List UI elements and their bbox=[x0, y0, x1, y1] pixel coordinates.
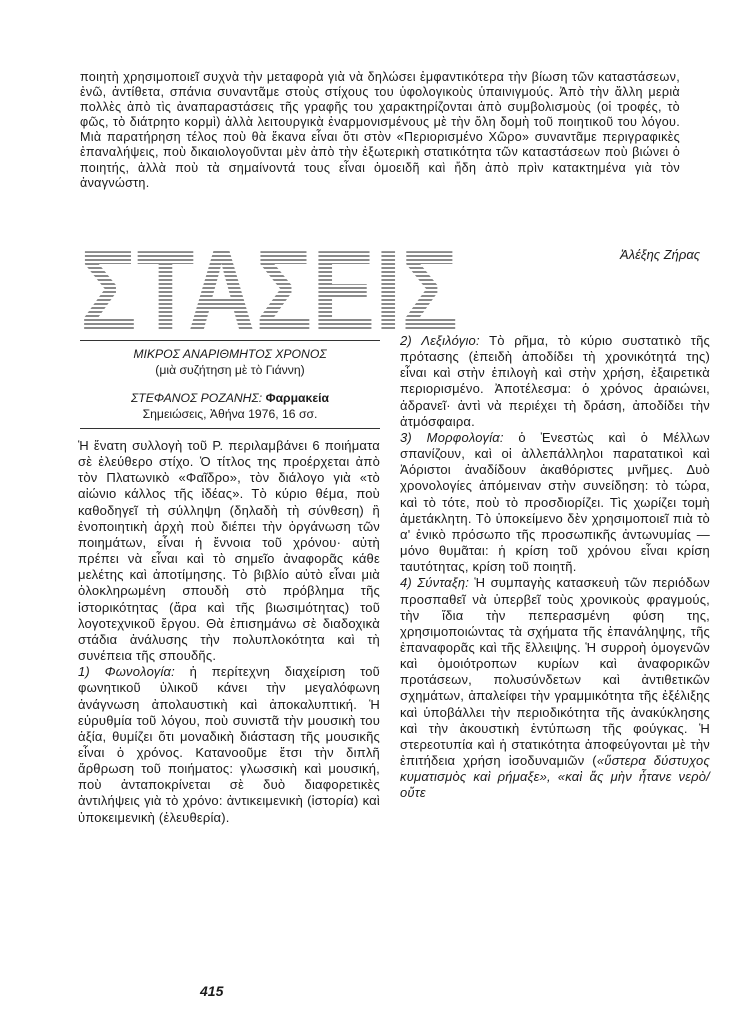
syntax-text: Ἡ συμπαγὴς κατασκευὴ τῶν περιόδων προσπαθεῖ νὰ ὑπερβεῖ τοὺς χρονικοὺς φραγμούς, τὴν ἴδια τὴν πεπερασμένη φύση της, χρησιμοποιώντας τὰ σχήματα τῆς ἐπανάληψης, τῆς ἐπαναφορᾶς καὶ τῆς ἔλλειψης. Ἡ συρροὴ ὁμογενῶν καὶ ὁμοιότροπων κυρίων καὶ ἀναφορικῶν προτάσεων, πολυσύνδετων καὶ ἀντιθετικῶν σχημάτων, ἀπαλείφει τὴν γραμμικότητα τῆς ἐξέλιξης καὶ ὑποβάλλει τὴν περιοδικότητα τῆς ἀνακύκλησης καὶ τὴν ἀκουστικὴ ἐντύπωση τῆς φούγκας. Ἡ στερεοτυπία καὶ ἡ στατικότητα ἀποφεύγονται μὲ τὴν ἐπιτήδεια χρήση ἰσοδυναμιῶν ( bbox=[400, 575, 710, 769]
left-paragraph-2 bbox=[78, 664, 380, 826]
book-title: Φαρμακεία bbox=[265, 391, 330, 405]
review-subtitle: (μιὰ συζήτηση μὲ τὸ Γιάννη) bbox=[155, 363, 305, 377]
page-number: 415 bbox=[200, 983, 224, 999]
morphology-label: 3) Μορφολογία: bbox=[400, 429, 504, 445]
syntax-label: 4) Σύνταξη: bbox=[400, 575, 470, 591]
left-paragraph-1: Ἡ ἔνατη συλλογὴ τοῦ Ρ. περιλαμβάνει 6 ποιήματα σὲ ἐλεύθερο στίχο. Ὁ τίτλος της προέρχεται ἀπὸ τὸν Πλατωνικὸ «Φαῖδρο», τὸν διάλογο γιὰ «τὸ αἰώνιο κάλλος τῆς ἰδέας». Τὸ κύριο θέμα, ποὺ καθοδηγεῖ τὴ σύλληψη (δηλαδὴ τὴ σύνθεση) ἢ ἐνοποιητικὴ ἀρχὴ ποὺ διέπει τὴν ὀργάνωση τῶν ποιημάτων, εἶναι ἡ ἔννοια τοῦ χρόνου· αὐτὴ πρέπει νὰ εἶναι καὶ τὸ σημεῖο ἀναφορᾶς κάθε μελέτης καὶ ἀποτίμησης. Τὸ βιβλίο αὐτὸ εἶναι μιὰ ὁλοκληρωμένη σπουδὴ στὸ πρόβλημα τῆς ἱστορικότητας (ἄρα καὶ τῆς βιωσιμότητας) τοῦ λογοτεχνικοῦ ἔργου. Θὰ ἐπισημάνω σὲ διαδοχικὰ στάδια ἀνάλυσης τὴν πολυπλοκότητα καὶ τὴ συνέπεια τῆς σπουδῆς. bbox=[78, 438, 380, 664]
syntax-quote: «ὕστερα δύστυχος κυματισμὸς καὶ ρήμαξε», «καὶ ἄς μὴν ἦτανε νερὸ/οὔτε bbox=[400, 753, 710, 801]
morphology-text: ὁ Ἐνεστὼς καὶ ὁ Μέλλων σπανίζουν, καὶ οἱ ἀλλεπάλληλοι παρατατικοὶ καὶ Ἀόριστοι ἀναδίδουν ἀκαθόριστες μνῆμες. Δυὸ χρονολογίες ἀπόμειναν στὴν συνείδηση: τὸ τώρα, καὶ τὸ τότε, ποὺ τὸ προσδιορίζει. Τὶς χωρίζει τομὴ ἀμετάκλητη. Τὸ ὑποκείμενο δὲν χρησιμοποιεῖ πιὰ τὸ α' ἑνικὸ πρόσωπο τῆς προσωπικῆς ἀντωνυμίας —μόνο θυμᾶται: ἡ κρίση τοῦ χρόνου εἶναι κρίση ταυτότητας, κρίση τοῦ ποιητῆ. bbox=[400, 429, 710, 575]
section-title bbox=[80, 243, 460, 338]
review-bottom-rule bbox=[80, 428, 380, 429]
right-paragraph-2 bbox=[400, 430, 710, 575]
left-column bbox=[78, 438, 380, 826]
vocabulary-text: Τὸ ρῆμα, τὸ κύριο συστατικὸ τῆς πρότασης (ἐπειδὴ ἀποδίδει τὴ χρονικότητά της) εἶναι καὶ στὴν ἐπιλογὴ καὶ στὴν χρήση, ἐξαιρετικὰ περιορισμένο. Ἀποτέλεσμα: ὁ χρόνος ἀραιώνει, ἀδρανεῖ· ἀντὶ νὰ περιέχει τὴ δράση, ἀποδίδει τὴν ἀτμόσφαιρα. bbox=[400, 333, 710, 429]
review-book-line bbox=[80, 390, 380, 406]
review-header bbox=[80, 340, 380, 429]
right-paragraph-1 bbox=[400, 333, 710, 430]
phonology-label: 1) Φωνολογία: bbox=[78, 664, 175, 680]
book-author: ΣΤΕΦΑΝΟΣ ΡΟΖΑΝΗΣ: bbox=[130, 391, 263, 405]
section-title-graphic bbox=[80, 243, 460, 338]
section-title-text: ΣΤΑΣΕΙΣ bbox=[80, 243, 458, 338]
intro-paragraph: ποιητὴ χρησιμοποιεῖ συχνὰ τὴν μεταφορὰ γιὰ νὰ δηλώσει ἐμφαντικότερα τὴν βίωση τῶν καταστάσεων, ἐνῶ, ἀντίθετα, σπάνια συναντᾶμε στοὺς στίχους του ὑφολογικοὺς ὑπαινιγμούς. Ἀπὸ τὴν ἄλλη μεριὰ πολλὲς ἀπὸ τὶς ἀναπαραστάσεις τῆς γραφῆς του χαρακτηρίζονται ἀπὸ συμβολισμοὺς (οἱ τροφές, τὸ φῶς, τὸ διάτρητο κορμὶ) ἀλλὰ λειτουργικὰ ἐναρμονισμένους μὲ τὴν ὅλη δομὴ τοῦ ποιητικοῦ του λόγου. Μιὰ παρατήρηση τέλος ποὺ θὰ ἔκανα εἶναι ὅτι στὸν «Περιορισμένο Χῶρο» συναντᾶμε περιγραφικὲς ἐπαναλήψεις, ποὺ δικαιολογοῦνται μὲν ἀπὸ τὴν ἐξωτερικὴ στατικότητα τῶν καταστάσεων ποὺ βιώνει ὁ ποιητής, ἀλλὰ ποὺ τὰ σημαίνοντά τους εἶναι ὁμοειδῆ καὶ ἤδη ἀπὸ πρὶν κατακτημένα γιὰ τὸν ἀναγνώστη. bbox=[80, 70, 680, 190]
phonology-text: ἡ περίτεχνη διαχείριση τοῦ φωνητικοῦ ὑλικοῦ κάνει τὴν μεγαλόφωνη ἀνάγνωση ἀπολαυστικὴ καὶ ἀποκαλυπτική. Ἡ εὐρυθμία τοῦ λόγου, ποὺ συνιστᾶ τὴν μουσικὴ του ἀξία, θυμίζει ὅτι μοναδικὴ διάσταση τῆς μουσικῆς εἶναι ὁ χρόνος. Κατανοοῦμε ἔτσι τὴν διπλῆ ἄρθρωση τοῦ ποιήματος: γλωσσικὴ καὶ μουσική, ποὺ ἀνταποκρίνεται σὲ δυὸ διαφορετικὲς ἀντιλήψεις γιὰ τὸ χρόνο: ἀντικειμενικὴ (ἱστορία) καὶ ὑποκειμενικὴ (ἐλευθερία). bbox=[78, 664, 380, 825]
review-title: ΜΙΚΡΟΣ ΑΝΑΡΙΘΜΗΤΟΣ ΧΡΟΝΟΣ bbox=[133, 347, 327, 361]
vocabulary-label: 2) Λεξιλόγιο: bbox=[400, 333, 480, 348]
right-column bbox=[400, 333, 710, 802]
intro-signature: Ἀλέξης Ζήρας bbox=[620, 247, 701, 262]
book-details: Σημειώσεις, Ἀθήνα 1976, 16 σσ. bbox=[142, 407, 318, 421]
right-paragraph-3 bbox=[400, 575, 710, 801]
